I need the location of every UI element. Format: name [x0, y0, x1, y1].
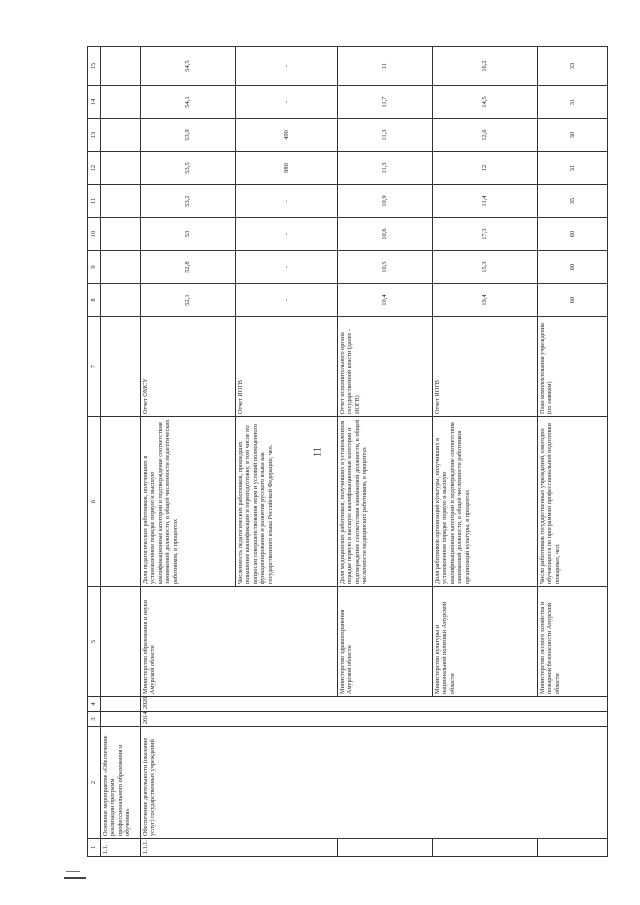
header-cell: 15 — [88, 47, 101, 86]
header-row — [88, 47, 101, 857]
value-cell: 53 — [141, 218, 236, 251]
value-cell: 11,3 — [338, 119, 433, 152]
value-cell: 54,5 — [141, 47, 236, 86]
value-cell: 10,4 — [338, 284, 433, 317]
value-cell: 60 — [538, 251, 608, 284]
header-cell: 2 — [88, 727, 101, 839]
header-cell: 12 — [88, 152, 101, 185]
indicator-name: Число работников государственных учреждений, ежегодно обучающихся по программам профессиональной подготовки пожарных, чел. — [538, 417, 608, 587]
value-cell: 53,5 — [141, 152, 236, 185]
activity-name: Основное мероприятие «Обеспечение реализации программ профессионального образования и обучения» — [101, 727, 141, 839]
indicator-name: Доля работников организаций культуры, получивших в установленном порядке первую и высшую квалификационные категории и подтверждение соответствия занимаемой должности, в общей численности работников организаций культуры, в процентах — [433, 417, 538, 587]
value-cell: 53,2 — [141, 185, 236, 218]
header-cell: 8 — [88, 284, 101, 317]
value-cell: - — [236, 218, 338, 251]
value-cell: - — [236, 86, 338, 119]
value-cell: 60 — [538, 218, 608, 251]
value-cell: 490 — [236, 119, 338, 152]
rotated-table-container — [87, 47, 617, 857]
indicator-name: Доля медицинских работников, получивших в установленном порядке первую и высшую квалификационные категории и подтверждение соответствия занимаемой должности, в общей численности медицинских работников, в процентах — [338, 417, 433, 587]
value-cell: 10,9 — [338, 185, 433, 218]
table-row — [141, 47, 236, 857]
indicator-name: Доля педагогических работников, получивших в установленном порядке первую и высшую квалификационные категории и подтверждение соответствия занимаемой должности, в общей численности педагогических работников, в процентах — [141, 417, 236, 587]
value-cell: - — [236, 47, 338, 86]
indicator-source: Отчет ИОГВ — [236, 317, 338, 417]
executor: Министерство здравоохранения Амурской области — [338, 587, 433, 697]
header-cell: 6 — [88, 417, 101, 587]
value-cell: 52,8 — [141, 251, 236, 284]
row-number: 1.1. — [101, 839, 141, 857]
value-cell: - — [236, 284, 338, 317]
value-cell: 30 — [538, 119, 608, 152]
value-cell: 35 — [538, 185, 608, 218]
indicator-source: Отчет ИОГВ — [433, 317, 538, 417]
value-cell: 15,3 — [433, 251, 538, 284]
header-cell: 4 — [88, 697, 101, 712]
scan-mark-2 — [66, 871, 80, 872]
value-cell: 14,5 — [433, 86, 538, 119]
value-cell: 11 — [338, 47, 433, 86]
header-cell: 5 — [88, 587, 101, 697]
header-cell: 3 — [88, 712, 101, 727]
start-year: 2014 — [141, 712, 608, 727]
end-year: 2020 — [141, 697, 608, 712]
value-cell: 31 — [538, 152, 608, 185]
value-cell: - — [236, 251, 338, 284]
value-cell: 17,3 — [433, 218, 538, 251]
header-cell: 1 — [88, 839, 101, 857]
activity-name: Обеспечение деятельности (оказание услуг) государственных учреждений — [141, 727, 608, 839]
header-cell: 14 — [88, 86, 101, 119]
table-row — [101, 47, 141, 857]
indicator-source: Отчет ОМСУ — [141, 317, 236, 417]
header-cell: 9 — [88, 251, 101, 284]
executor: Министерство лесного хозяйства и пожарной безопасности Амурской области — [538, 587, 608, 697]
value-cell: 31 — [538, 86, 608, 119]
executor: Министерство образования и науки Амурской области — [141, 587, 338, 697]
value-cell: 10,5 — [338, 251, 433, 284]
value-cell: - — [236, 185, 338, 218]
row-number: 1.1.1. — [141, 839, 338, 857]
value-cell: 53,9 — [141, 119, 236, 152]
program-table — [87, 46, 608, 857]
value-cell: 54,1 — [141, 86, 236, 119]
value-cell: 11,3 — [338, 152, 433, 185]
value-cell: 980 — [236, 152, 338, 185]
value-cell: 16,2 — [433, 47, 538, 86]
value-cell: 10,6 — [338, 218, 433, 251]
page-number: 11 — [312, 447, 324, 457]
header-cell: 7 — [88, 317, 101, 417]
value-cell: 33 — [538, 47, 608, 86]
indicator-source: Отчет исполнительного органа государственной власти (далее - ИОГВ) — [338, 317, 433, 417]
indicator-name: Численность педагогических работников, прошедших повышение квалификации и переподготовку, в том числе по вопросам совершенствования норм и условий полноценного функционирования и развития русского языка как государственного языка Российской Федерации, чел. — [236, 417, 338, 587]
value-cell: 52,1 — [141, 284, 236, 317]
indicator-source: План комплектования учреждения (по заявкам) — [538, 317, 608, 417]
header-cell: 11 — [88, 185, 101, 218]
header-cell: 10 — [88, 218, 101, 251]
executor: Министерство культуры и национальной политики Амурской области — [433, 587, 538, 697]
value-cell: 60 — [538, 284, 608, 317]
value-cell: 12 — [433, 152, 538, 185]
header-cell: 13 — [88, 119, 101, 152]
value-cell: 12,6 — [433, 119, 538, 152]
value-cell: 19,4 — [433, 284, 538, 317]
value-cell: 11,7 — [338, 86, 433, 119]
scan-mark — [64, 877, 86, 879]
value-cell: 11,4 — [433, 185, 538, 218]
